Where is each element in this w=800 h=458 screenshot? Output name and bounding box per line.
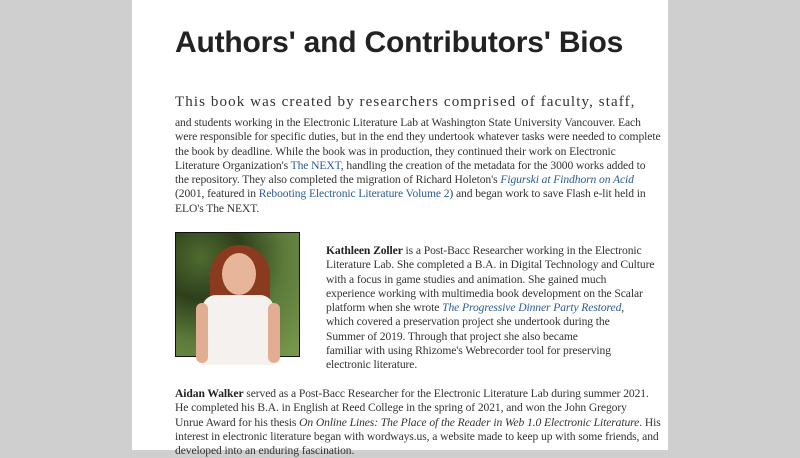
text-segment: served as a Post-Bacc Researcher for the Electronic Literature Lab during summer 2021. (243, 387, 649, 400)
text-line (326, 287, 654, 301)
author-name: Aidan Walker (175, 387, 244, 400)
text-segment: experience working with multimedia book development on the Scalar (326, 286, 643, 300)
text-segment: the book by deadline. While the book was in production, they continued their work on Electronic (175, 144, 616, 158)
text-line (326, 244, 654, 258)
text-segment: platform when she wrote (326, 301, 443, 315)
text-segment: developed into an enduring fascination. (175, 444, 355, 458)
text-line (326, 258, 654, 272)
text-segment: ELO's The NEXT. (175, 201, 260, 215)
text-segment: electronic literature. (326, 358, 418, 372)
page-content (132, 0, 668, 458)
text-line (175, 130, 661, 144)
text-line (175, 444, 661, 458)
text-segment: interest in electronic literature began with wordways.us, a website made to keep up with some friends, and (175, 429, 659, 443)
text-segment: were responsible for specific duties, but in the end they undertook whatever tasks were needed to complete (175, 130, 661, 144)
text-segment: Summer of 2019. Through that project she also became (326, 329, 578, 343)
inline-link[interactable]: The NEXT (290, 158, 341, 172)
text-segment: ) and began work to save Flash e-lit held in (449, 187, 646, 201)
bio-aidan-walker (175, 387, 661, 458)
text-line (326, 330, 654, 344)
text-line (175, 116, 661, 130)
text-segment: familiar with using Rhizome's Webrecorder tool for preserving (326, 344, 611, 358)
text-line (175, 387, 661, 401)
inline-link[interactable]: Rebooting Electronic Literature Volume 2 (258, 187, 450, 201)
text-line (175, 159, 661, 173)
text-line (326, 315, 654, 329)
text-segment: He completed his B.A. in English at Reed College in the spring of 2021, and won the John Gregory (175, 401, 627, 415)
author-name: Kathleen Zoller (326, 244, 403, 257)
text-line (175, 145, 661, 159)
text-line (175, 416, 661, 430)
page-title: Authors' and Contributors' Bios (175, 26, 624, 59)
text-segment: (2001, featured in (175, 187, 259, 201)
text-segment: Literature Lab. She completed a B.A. in Digital Technology and Culture (326, 258, 655, 272)
text-segment: On Online Lines: The Place of the Reader in Web 1.0 Electronic Literature (299, 415, 640, 429)
text-line (326, 358, 654, 372)
kathleen-zoller-photo (175, 232, 300, 357)
intro-paragraph (175, 116, 661, 216)
text-segment: is a Post-Bacc Researcher working in the Electronic (402, 244, 642, 257)
text-line (175, 401, 661, 415)
text-line (326, 301, 654, 315)
text-segment: with a focus in game studies and animation. She gained much (326, 272, 607, 286)
text-segment: , (621, 301, 625, 315)
text-segment: , handling the creation of the metadata for the 3000 works added to (340, 158, 646, 172)
text-segment: Literature Organization's (175, 158, 291, 172)
bio-kathleen-zoller (326, 244, 654, 373)
text-segment: which covered a preservation project she undertook during the (326, 315, 610, 329)
text-segment: the repository. They also completed the migration of Richard Holeton's (175, 173, 501, 187)
text-line (326, 344, 654, 358)
text-segment: . His (639, 415, 661, 429)
text-segment: and students working in the Electronic Literature Lab at Washington State University Vancouver. Each (175, 116, 641, 129)
text-line (175, 187, 661, 201)
text-line (175, 173, 661, 187)
text-segment: Unrue Award for his thesis (175, 415, 300, 429)
text-line (175, 430, 661, 444)
inline-link[interactable]: The Progressive Dinner Party Restored (442, 301, 622, 315)
inline-link[interactable]: Figurski at Findhorn on Acid (500, 173, 634, 187)
text-line (175, 202, 661, 216)
text-line (326, 273, 654, 287)
intro-text: This book was created by researchers comprised of faculty, staff, (175, 94, 636, 110)
